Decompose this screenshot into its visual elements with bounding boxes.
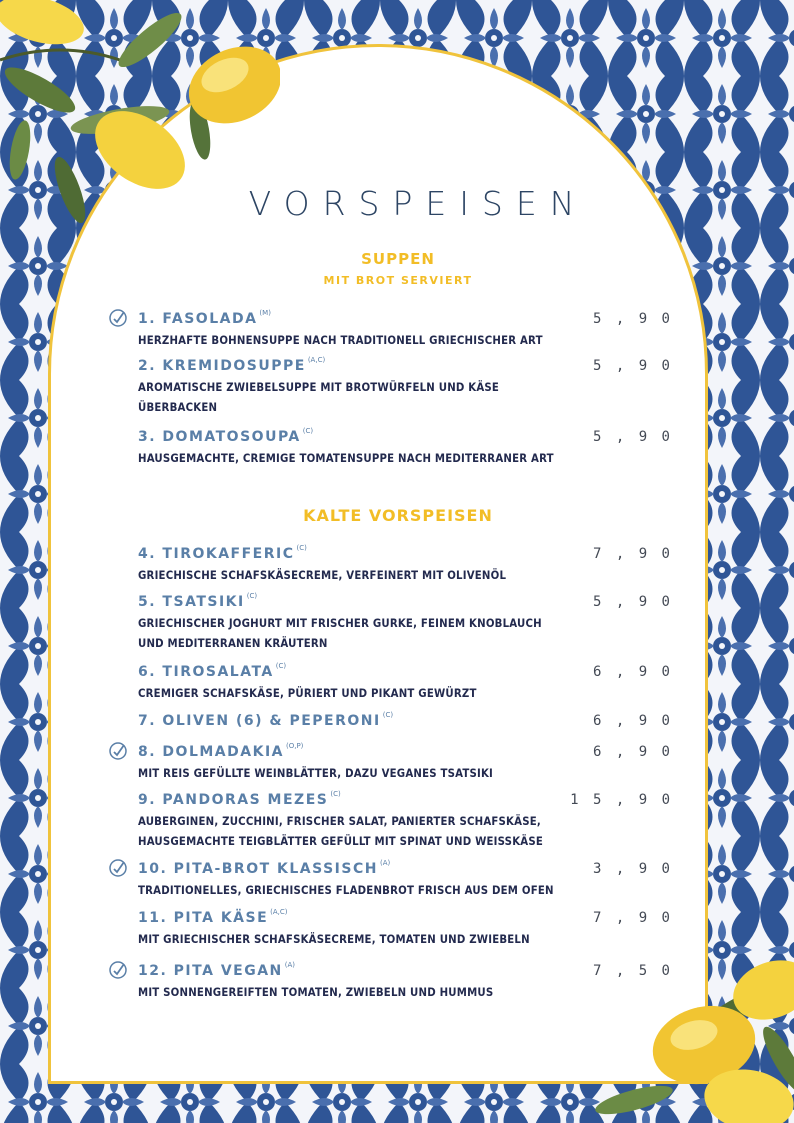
item-description: AUBERGINEN, ZUCCHINI, FRISCHER SALAT, PANIERTER SCHAFSKÄSE, HAUSGEMACHTE TEIGBLÄTTER GEFÜLLT MIT SPINAT UND WEISSKÄSE [138,815,543,848]
item-name: 10. PITA-BROT KLASSISCH $^{(A)}$ [138,859,391,877]
menu-item [138,356,673,418]
item-name: 9. PANDORAS MEZES $^{(C)}$ [138,790,341,808]
allergen-code: (A,C) [307,356,326,364]
menu-item [138,908,673,950]
item-price: 6 , 9 0 [592,664,673,680]
item-price: 6 , 9 0 [592,713,673,729]
item-price: 7 , 5 0 [592,963,673,979]
item-price: 5 , 9 0 [592,429,673,445]
item-description: MIT GRIECHISCHER SCHAFSKÄSECREME, TOMATEN UND ZWIEBELN [138,933,530,946]
item-name: 7. OLIVEN (6) & PEPERONI $^{(C)}$ [138,711,394,729]
page-title: VORSPEISEN [248,184,588,223]
allergen-code: (C) [302,427,314,435]
item-price: 5 , 9 0 [592,311,673,327]
item-description: AROMATISCHE ZWIEBELSUPPE MIT BROTWÜRFELN UND KÄSE ÜBERBACKEN [138,381,500,414]
vegan-leaf-icon [108,308,128,328]
item-description: CREMIGER SCHAFSKÄSE, PÜRIERT UND PIKANT GEWÜRZT [138,687,477,700]
item-price: 3 , 9 0 [592,861,673,877]
item-description: HAUSGEMACHTE, CREMIGE TOMATENSUPPE NACH MEDITERRANER ART [138,452,554,465]
allergen-code: (C) [382,711,394,719]
allergen-code: (A) [284,961,296,969]
item-name: 12. PITA VEGAN $^{(A)}$ [138,961,296,979]
allergen-code: (O,P) [286,742,304,750]
item-name: 1. FASOLADA $^{(M)}$ [138,309,271,327]
vegan-leaf-icon [108,960,128,980]
allergen-code: (A,C) [270,908,288,916]
vegan-leaf-icon [108,858,128,878]
menu-item [138,961,673,1003]
item-name: 2. KREMIDOSUPPE $^{(A,C)}$ [138,356,326,374]
menu-item [138,309,673,351]
section-title: KALTE VORSPEISEN [303,506,493,525]
item-description: TRADITIONELLES, GRIECHISCHES FLADENBROT FRISCH AUS DEM OFEN [138,884,554,897]
item-description: MIT REIS GEFÜLLTE WEINBLÄTTER, DAZU VEGANES TSATSIKI [138,767,494,780]
item-price: 1 5 , 9 0 [570,792,673,808]
item-price: 7 , 9 0 [592,546,673,562]
item-price: 5 , 9 0 [592,358,673,374]
menu-item [138,711,673,729]
item-name: 6. TIROSALATA $^{(C)}$ [138,662,287,680]
item-price: 5 , 9 0 [592,594,673,610]
item-name: 4. TIROKAFFERIC $^{(C)}$ [138,544,307,562]
item-name: 11. PITA KÄSE $^{(A,C)}$ [138,908,288,926]
item-description: MIT SONNENGEREIFTEN TOMATEN, ZWIEBELN UND HUMMUS [138,986,494,999]
section-subtitle: MIT BROT SERVIERT [323,274,473,287]
allergen-code: (M) [259,309,271,317]
item-price: 6 , 9 0 [592,744,673,760]
item-name: 8. DOLMADAKIA $^{(O,P)}$ [138,742,304,760]
item-name: 5. TSATSIKI $^{(C)}$ [138,592,258,610]
menu-item [138,592,673,654]
allergen-code: (C) [330,790,341,798]
item-name: 3. DOMATOSOUPA $^{(C)}$ [138,427,314,445]
menu-item [138,662,673,704]
item-description: GRIECHISCHER JOGHURT MIT FRISCHER GURKE, FEINEM KNOBLAUCH UND MEDITERRANEN KRÄUTERN [138,617,542,650]
item-description: GRIECHISCHE SCHAFSKÄSECREME, VERFEINERT MIT OLIVENÖL [138,569,507,582]
allergen-code: (C) [296,544,307,552]
section-title: SUPPEN [361,250,435,268]
item-price: 7 , 9 0 [592,910,673,926]
menu-item [138,742,673,784]
item-description: HERZHAFTE BOHNENSUPPE NACH TRADITIONELL GRIECHISCHER ART [138,334,543,347]
allergen-code: (C) [246,592,258,600]
menu-item [138,859,673,901]
menu-item [138,427,673,469]
menu-item [138,790,673,852]
menu-item [138,544,673,586]
allergen-code: (A) [379,859,391,867]
vegan-leaf-icon [108,741,128,761]
allergen-code: (C) [275,662,287,670]
